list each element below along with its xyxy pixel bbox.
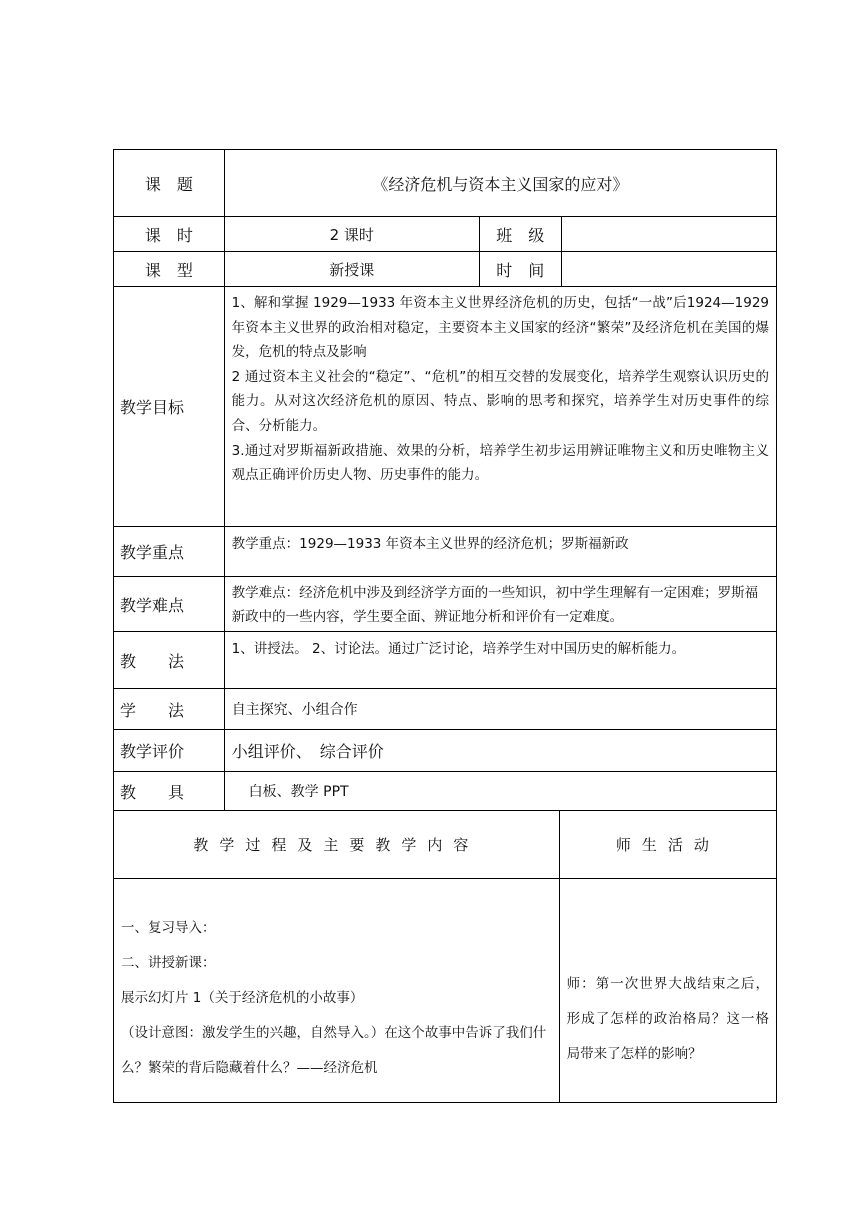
objective-item: 3.通过对罗斯福新政措施、效果的分析，培养学生初步运用辨证唯物主义和历史唯物主义观点正确评价历史人物、历史事件的能力。 <box>231 442 769 484</box>
process-line: （设计意图：激发学生的兴趣，自然导入。）在这个故事中告诉了我们什么？繁荣的背后隐藏着什么？——经济危机 <box>121 1025 547 1076</box>
teaching-method-value: 1、讲授法。 2、讨论法。通过广泛讨论，培养学生对中国历史的解析能力。 <box>231 641 686 657</box>
key-points-label: 教学重点 <box>114 527 225 576</box>
learning-method-label: 学 法 <box>114 689 225 729</box>
type-row <box>114 252 776 287</box>
evaluation-row <box>114 730 776 772</box>
tools-value: 白板、教学 PPT <box>248 784 349 800</box>
hours-label: 课 时 <box>114 217 225 251</box>
process-line: 展示幻灯片 1（关于经济危机的小故事） <box>121 990 364 1006</box>
topic-label: 课 题 <box>114 150 225 216</box>
class-value <box>562 217 776 251</box>
time-label: 时 间 <box>480 252 562 286</box>
activity-header: 师生活动 <box>615 836 720 854</box>
evaluation-value: 小组评价、 综合评价 <box>231 742 384 761</box>
process-content <box>114 879 560 1102</box>
process-header: 教学过程及主要教学内容 <box>114 811 560 878</box>
time-value <box>562 252 776 286</box>
process-line: 二、讲授新课： <box>121 955 216 971</box>
class-label: 班 级 <box>480 217 562 251</box>
hours-row <box>114 217 776 252</box>
process-header-row <box>114 811 776 879</box>
lesson-plan-table <box>113 149 777 1103</box>
hours-value: 2 课时 <box>225 217 480 251</box>
activity-content <box>560 879 776 1102</box>
objectives-row <box>114 287 776 527</box>
learning-method-row <box>114 689 776 730</box>
topic-row <box>114 150 776 217</box>
activity-text: 师：第一次世界大战结束之后，形成了怎样的政治格局？这一格局带来了怎样的影响？ <box>566 976 769 1062</box>
learning-method-value: 自主探究、小组合作 <box>231 702 358 718</box>
difficulties-label: 教学难点 <box>114 577 225 631</box>
type-label: 课 型 <box>114 252 225 286</box>
objectives-label: 教学目标 <box>114 287 225 526</box>
evaluation-label: 教学评价 <box>114 730 225 771</box>
objective-item: 1、解和掌握 1929—1933 年资本主义世界经济危机的历史，包括“一战”后1924—1929 年资本主义世界的政治相对稳定，主要资本主义国家的经济“繁荣”及经济危机在美国的爆发，危机的特点及影响 <box>231 295 769 361</box>
topic-value: 《经济危机与资本主义国家的应对》 <box>372 174 629 194</box>
key-points-row <box>114 527 776 577</box>
tools-row <box>114 772 776 811</box>
objectives-content <box>225 287 776 526</box>
process-line: 一、复习导入： <box>121 920 216 936</box>
key-points-value: 教学重点：1929—1933 年资本主义世界的经济危机；罗斯福新政 <box>231 536 629 552</box>
tools-label: 教 具 <box>114 772 225 810</box>
teaching-method-row <box>114 632 776 689</box>
objective-item: 2 通过资本主义社会的“稳定”、“危机”的相互交替的发展变化，培养学生观察认识历史的能力。从对这次经济危机的原因、特点、影响的思考和探究，培养学生对历史事件的综合、分析能力。 <box>231 368 769 434</box>
difficulties-row <box>114 577 776 632</box>
teaching-method-label: 教 法 <box>114 632 225 688</box>
type-value: 新授课 <box>225 252 480 286</box>
process-row <box>114 879 776 1102</box>
difficulties-value: 教学难点：经济危机中涉及到经济学方面的一些知识，初中学生理解有一定困难；罗斯福新政中的一些内容，学生要全面、辨证地分析和评价有一定难度。 <box>231 585 759 625</box>
